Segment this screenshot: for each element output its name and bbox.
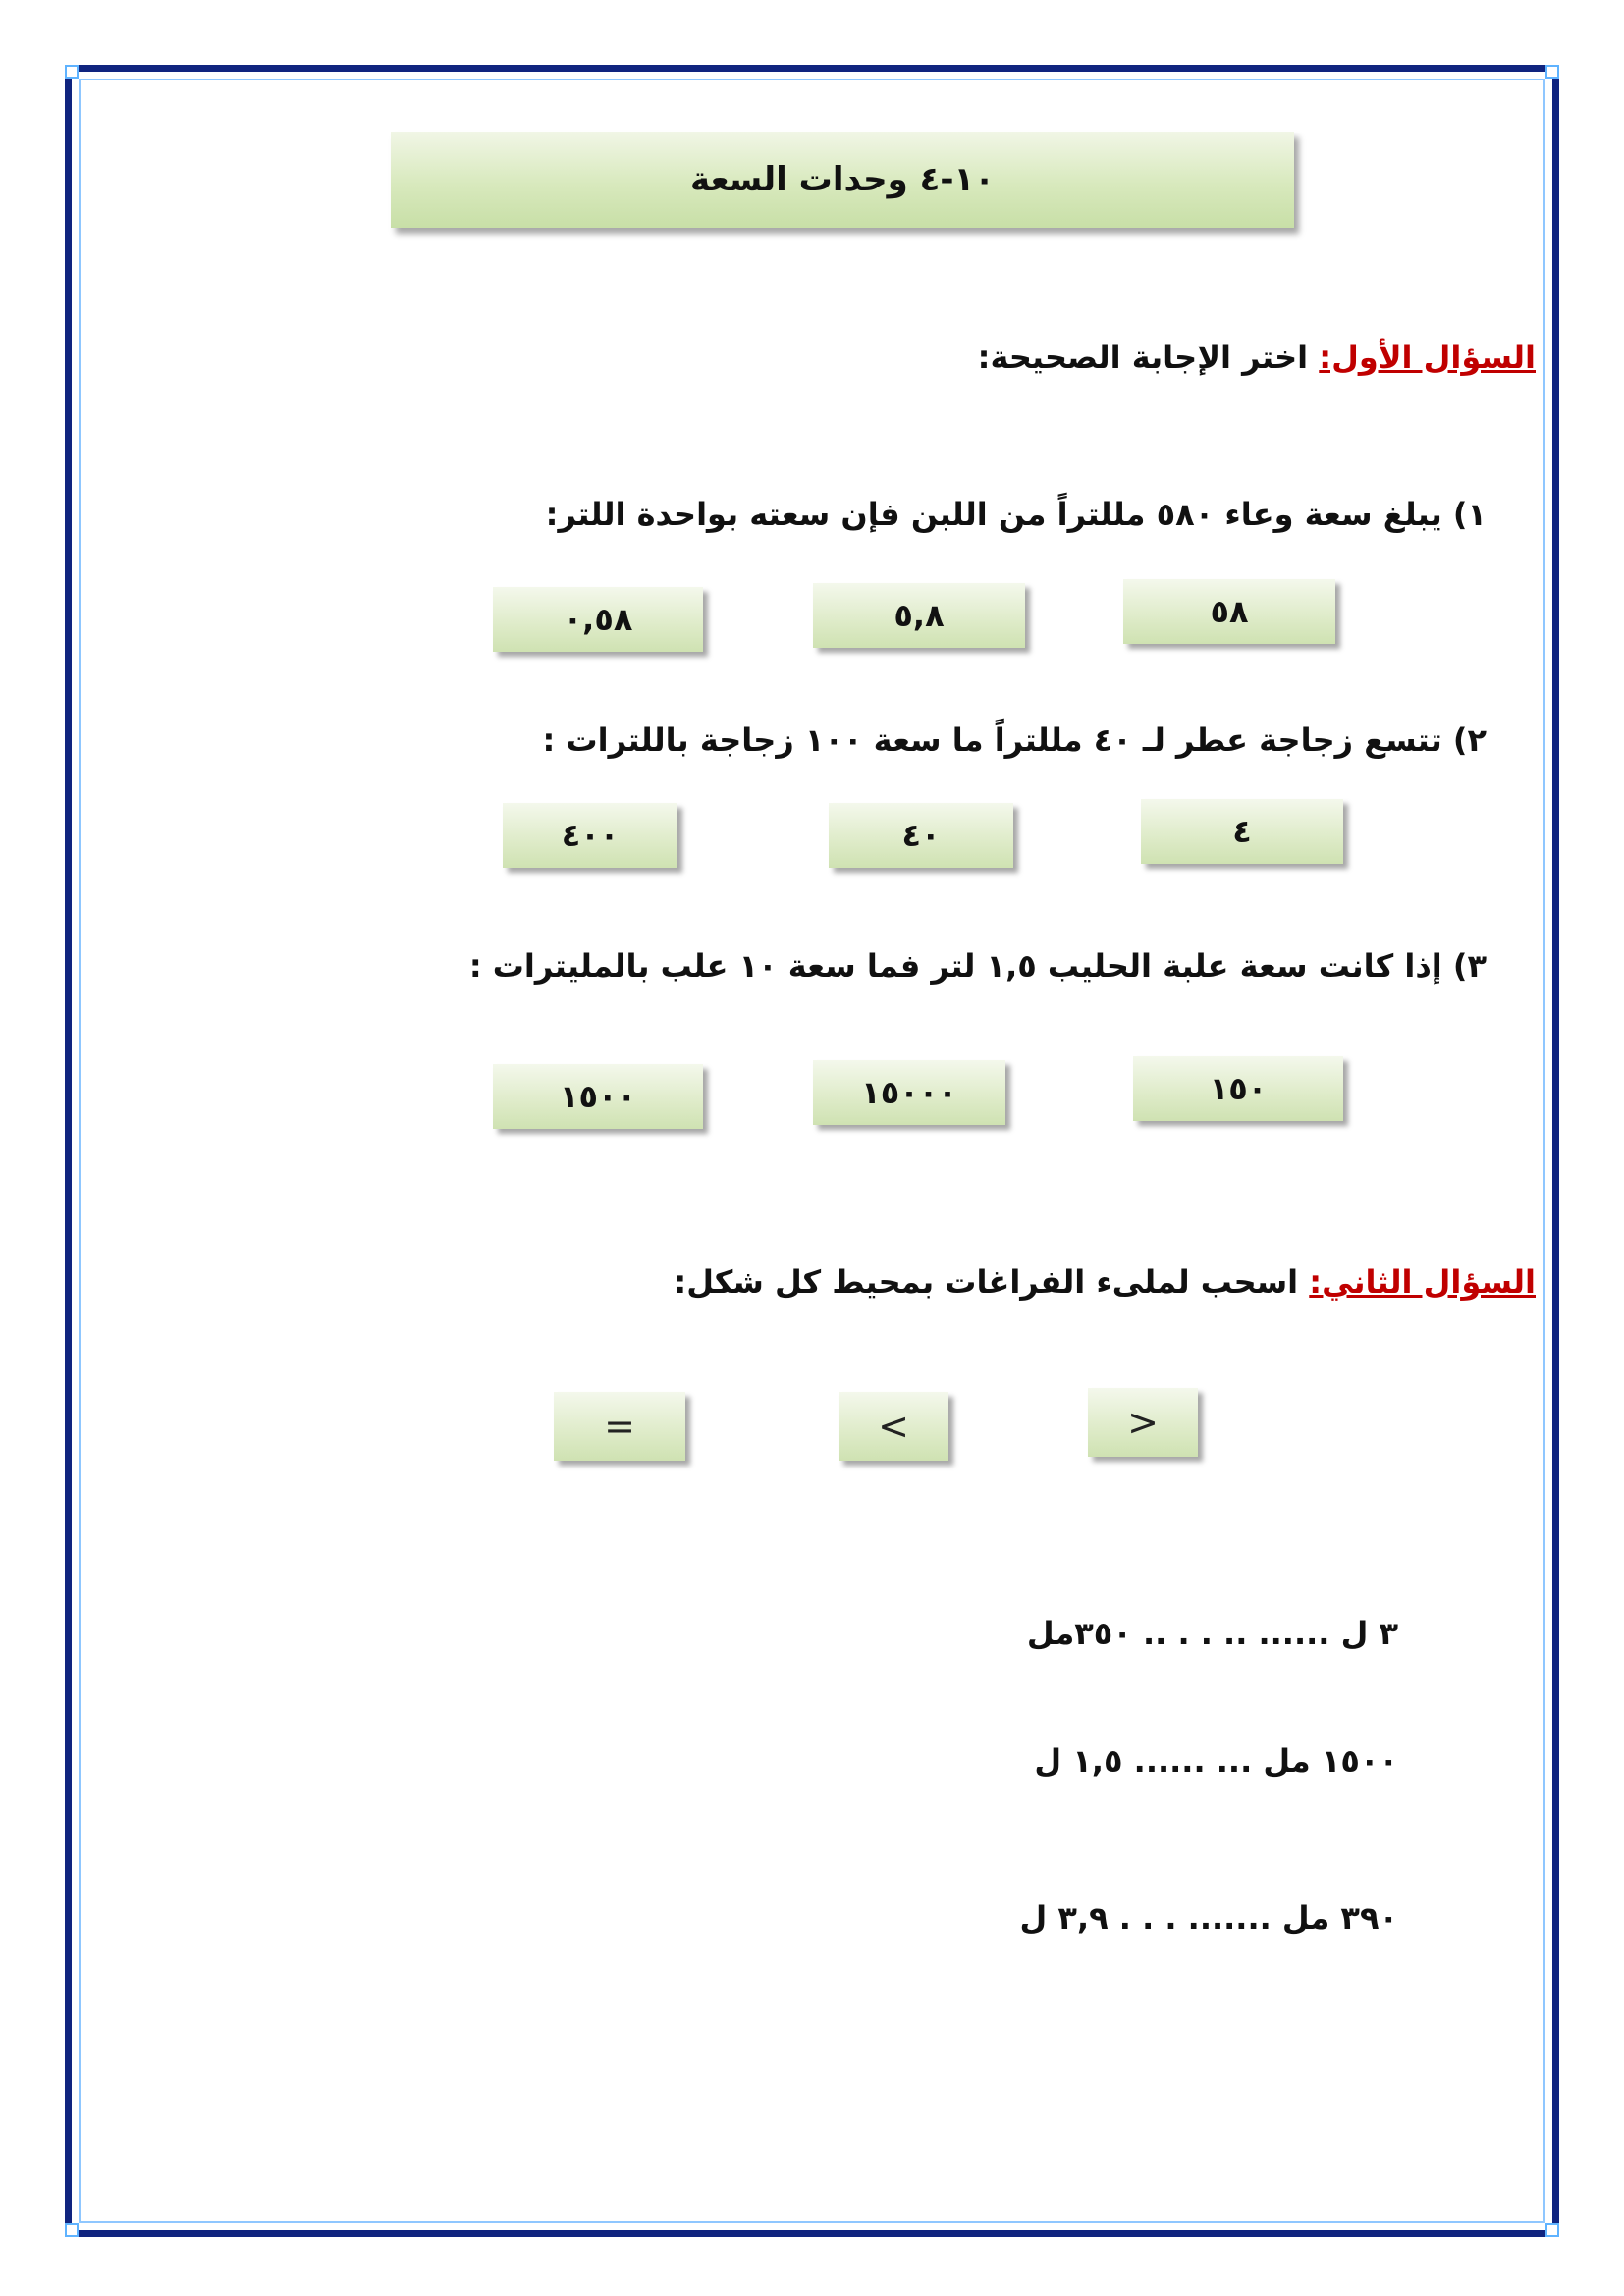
equals-tile[interactable]: = xyxy=(554,1392,685,1461)
corner-ornament-top-left xyxy=(65,65,79,79)
question-1-item-1: ١) يبلغ سعة وعاء ٥٨٠ مللتراً من اللبن فإن سعته بواحدة اللتر: xyxy=(545,496,1487,533)
answer-option[interactable]: ١٥٠٠٠ xyxy=(813,1060,1005,1125)
answer-option[interactable]: ٤٠ xyxy=(829,803,1013,868)
comparison-statement-2: ١٥٠٠ مل ... ...... ١,٥ ل xyxy=(1034,1742,1398,1780)
answer-option[interactable]: ٠,٥٨ xyxy=(493,587,703,652)
question-2-heading xyxy=(674,1263,1536,1301)
answer-option[interactable]: ١٥٠٠ xyxy=(493,1064,703,1129)
page-title: ١٠-٤ وحدات السعة xyxy=(391,132,1294,228)
answer-option[interactable]: ٥٨ xyxy=(1123,579,1335,644)
answer-option[interactable]: ٤ xyxy=(1141,799,1343,864)
answer-option[interactable]: ١٥٠ xyxy=(1133,1056,1343,1121)
question-1-instruction: اختر الإجابة الصحيحة: xyxy=(977,339,1309,376)
question-1-item-2: ٢) تتسع زجاجة عطر لـ ٤٠ مللتراً ما سعة ١٠٠ زجاجة باللترات : xyxy=(542,721,1487,759)
comparison-statement-1: ٣ ل ...... .. . . .. ٣٥٠مل xyxy=(1026,1615,1398,1652)
answer-option[interactable]: ٤٠٠ xyxy=(503,803,677,868)
question-1-item-3: ٣) إذا كانت سعة علبة الحليب ١,٥ لتر فما سعة ١٠ علب بالمليترات : xyxy=(468,947,1487,985)
question-2-label: السؤال الثاني: xyxy=(1309,1263,1536,1301)
greater-than-tile[interactable]: > xyxy=(1088,1388,1198,1457)
question-2-instruction: اسحب لملىء الفراغات بمحيط كل شكل: xyxy=(674,1263,1299,1301)
corner-ornament-bottom-right xyxy=(1545,2223,1559,2237)
comparison-statement-3: ٣٩٠ مل ....... . . . ٣,٩ ل xyxy=(1019,1899,1398,1937)
answer-option[interactable]: ٥,٨ xyxy=(813,583,1025,648)
corner-ornament-bottom-left xyxy=(65,2223,79,2237)
corner-ornament-top-right xyxy=(1545,65,1559,79)
less-than-tile[interactable]: < xyxy=(839,1392,948,1461)
question-1-label: السؤال الأول: xyxy=(1319,339,1536,376)
question-1-heading xyxy=(978,339,1536,376)
